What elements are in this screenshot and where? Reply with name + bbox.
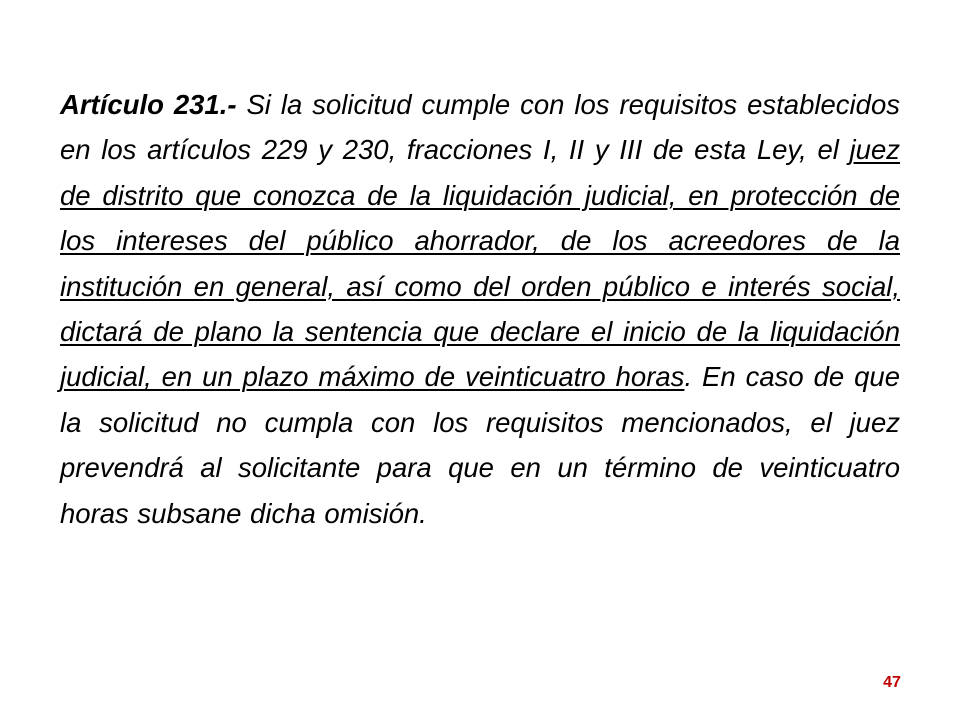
article-heading: Artículo 231.-	[60, 89, 237, 120]
article-intro-text: Si la solicitud cumple con los requisitos establecidos en los artículos 229 y 230, fracciones I, II y III de esta Ley, el	[60, 89, 900, 166]
article-paragraph	[60, 82, 900, 536]
article-underlined-text: juez de distrito que conozca de la liquidación judicial, en protección de los intereses del público ahorrador, de los acreedores de la institución en general, así como del orden público e interés social, dictará de plano la sentencia que declare el inicio de la liquidación judicial, en un plazo máximo de veinticuatro horas	[60, 134, 900, 393]
page-number: 47	[883, 674, 901, 691]
article-closing-text: . En caso de que la solicitud no cumpla con los requisitos mencionados, el juez prevendrá al solicitante para que en un término de veinticuatro horas subsane dicha omisión.	[60, 361, 901, 529]
